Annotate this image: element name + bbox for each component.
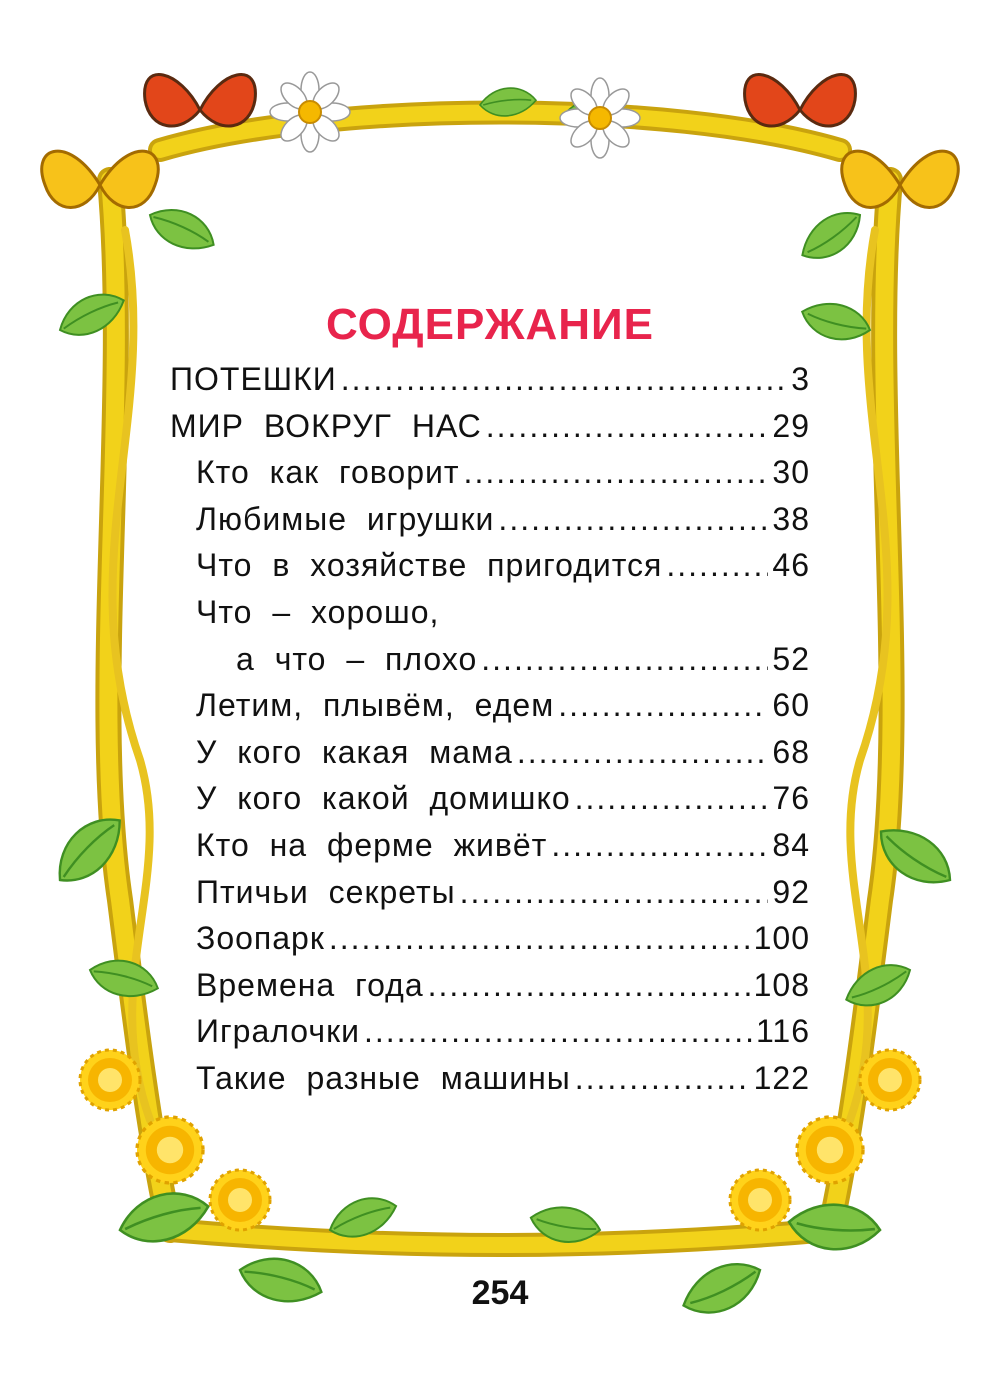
toc-entry-page: 122 xyxy=(753,1059,810,1096)
toc-entry-label: а что – плохо xyxy=(236,640,478,677)
toc-entry xyxy=(170,501,810,548)
toc-entry-page: 68 xyxy=(772,733,810,770)
page-number: 254 xyxy=(471,1274,529,1312)
toc-entry-leader xyxy=(498,501,768,538)
toc-entry-page: 46 xyxy=(772,547,810,584)
toc-entry-label: Игралочки xyxy=(196,1013,360,1050)
toc-entry-label: Летим, плывём, едем xyxy=(196,687,555,724)
toc-entry-page: 30 xyxy=(772,454,810,491)
toc-title: СОДЕРЖАНИЕ xyxy=(325,300,655,349)
toc-entry xyxy=(170,920,810,967)
toc-entry-leader xyxy=(575,780,769,817)
toc-entry xyxy=(170,547,810,594)
toc-entry-label: Времена года xyxy=(196,966,424,1003)
toc-entry-leader xyxy=(428,967,750,1004)
toc-entry xyxy=(170,408,810,455)
toc-entry xyxy=(170,734,810,781)
toc-entry-page: 76 xyxy=(772,780,810,817)
toc-entry-leader xyxy=(551,827,768,864)
toc-entry-page: 60 xyxy=(772,687,810,724)
toc-entry-page: 38 xyxy=(772,500,810,537)
toc-entry-leader xyxy=(464,454,769,491)
toc-entries xyxy=(170,361,810,1107)
toc-entry xyxy=(170,687,810,734)
toc-entry-label: Что в хозяйстве пригодится xyxy=(196,547,663,584)
toc-entry-label: У кого какой домишко xyxy=(196,780,571,817)
toc-entry-leader xyxy=(460,874,769,911)
toc-entry xyxy=(170,874,810,921)
toc-entry-label: Такие разные машины xyxy=(196,1059,571,1096)
toc-entry-label: Любимые игрушки xyxy=(196,500,495,537)
toc-entry-label: Кто как говорит xyxy=(196,454,460,491)
toc-entry xyxy=(170,454,810,501)
toc-entry xyxy=(170,827,810,874)
toc-entry-leader xyxy=(481,641,768,678)
toc-entry xyxy=(170,641,810,688)
toc-entry-label: Зоопарк xyxy=(196,920,325,957)
toc-entry-label: Что – хорошо, xyxy=(196,593,440,630)
toc-entry xyxy=(170,780,810,827)
toc-entry-page: 108 xyxy=(753,966,810,1003)
toc-entry xyxy=(170,361,810,408)
toc-entry-page: 84 xyxy=(772,826,810,863)
toc-entry-leader xyxy=(517,734,769,771)
toc-entry xyxy=(170,1060,810,1107)
toc-entry-page: 52 xyxy=(772,640,810,677)
toc-entry-leader xyxy=(329,920,750,957)
toc-entry xyxy=(170,1013,810,1060)
toc-entry-page: 3 xyxy=(791,361,810,397)
toc-entry-leader xyxy=(558,687,768,724)
toc-entry-label: ПОТЕШКИ xyxy=(170,361,337,397)
table-of-contents xyxy=(170,295,810,1107)
toc-entry-label: Кто на ферме живёт xyxy=(196,826,548,863)
toc-entry-page: 92 xyxy=(772,873,810,910)
toc-entry-label: МИР ВОКРУГ НАС xyxy=(170,407,482,444)
toc-entry xyxy=(170,967,810,1014)
toc-entry-page: 100 xyxy=(753,920,810,957)
toc-entry-leader xyxy=(666,547,768,584)
toc-entry xyxy=(170,594,810,641)
toc-entry-leader xyxy=(575,1060,750,1097)
toc-entry-leader xyxy=(364,1013,752,1050)
toc-entry-page: 116 xyxy=(755,1013,810,1050)
toc-entry-leader xyxy=(486,408,769,445)
toc-entry-leader xyxy=(341,361,787,398)
toc-entry-page: 29 xyxy=(772,407,810,444)
toc-entry-label: У кого какая мама xyxy=(196,733,513,770)
toc-entry-label: Птичьи секреты xyxy=(196,873,456,910)
